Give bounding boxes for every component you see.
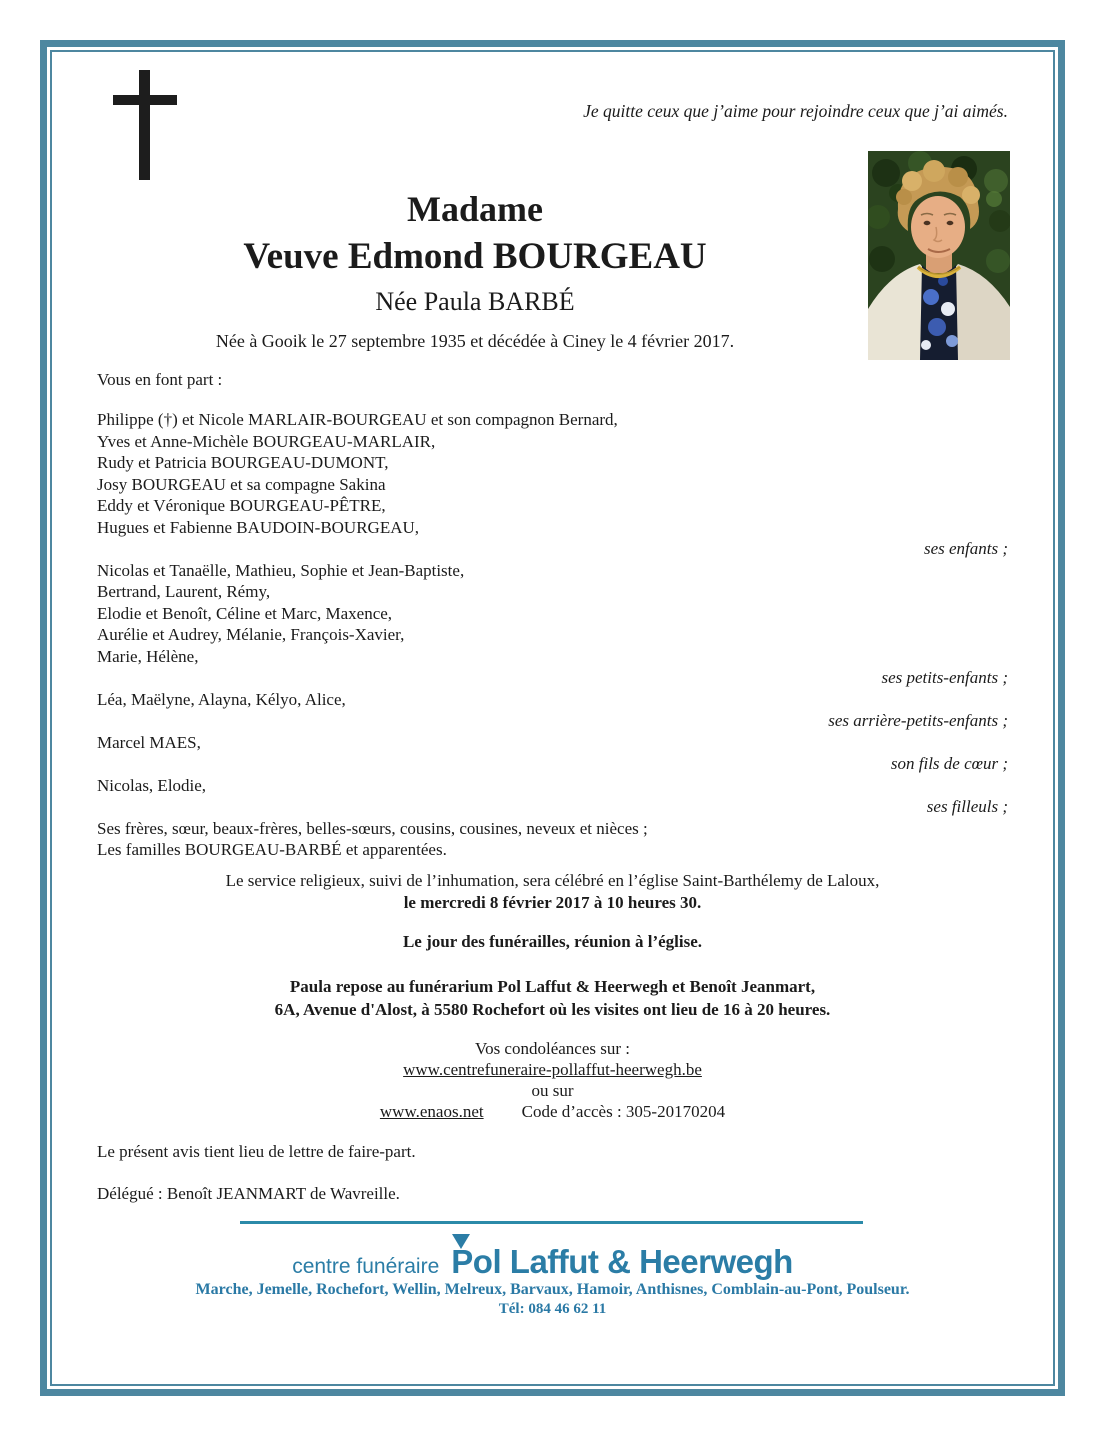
service-datetime-line: le mercredi 8 février 2017 à 10 heures 30. [403,893,702,912]
footer-phone: Tél: 084 46 62 11 [498,1301,607,1317]
relation-label: son fils de cœur ; [890,754,1008,773]
title-maiden-name: Née Paula BARBÉ [375,287,575,316]
announcement-intro: Vous en font part : [97,370,223,389]
relation-label: ses enfants ; [923,539,1008,558]
repose-block [40,975,1065,1021]
faire-part-notice: Le présent avis tient lieu de lettre de faire-part. [97,1142,416,1161]
cross-icon [113,70,177,180]
family-flow [97,409,1008,861]
birth-death-line: Née à Gooik le 27 septembre 1935 et décédée à Ciney le 4 février 2017. [215,331,735,351]
relation-label: ses filleuls ; [926,797,1008,816]
repose-line1: Paula repose au funérarium Pol Laffut & Heerwegh et Benoît Jeanmart, [289,977,816,996]
title-name: Veuve Edmond BOURGEAU [243,236,707,277]
delegate-line: Délégué : Benoît JEANMART de Wavreille. [97,1184,400,1203]
family-line: Nicolas, Elodie, [97,775,207,795]
cross-vertical-bar [139,70,150,180]
logo-prefix: centre funéraire [292,1255,440,1278]
title-madame: Madame [407,189,543,229]
service-block [40,870,1065,914]
family-line: Les familles BOURGEAU-BARBÉ et apparentées. [97,840,447,859]
family-line: Marie, Hélène, [97,646,199,666]
family-line: Yves et Anne-Michèle BOURGEAU-MARLAIR, [97,431,436,451]
family-line: Ses frères, sœur, beaux-frères, belles-sœurs, cousins, cousines, neveux et nièces ; [97,818,648,838]
family-line: Hugues et Fabienne BAUDOIN-BOURGEAU, [97,517,420,537]
family-line: Josy BOURGEAU et sa compagne Sakina [97,474,386,494]
family-line: Léa, Maëlyne, Alayna, Kélyo, Alice, [97,689,346,709]
condolences-site2-link[interactable]: www.enaos.net [379,1102,484,1121]
service-religious-line: Le service religieux, suivi de l’inhumation, sera célébré en l’église Saint-Barthélemy de Laloux, [225,871,880,890]
title-block [40,186,910,322]
family-line: Nicolas et Tanaëlle, Mathieu, Sophie et Jean-Baptiste, [97,560,465,580]
epitaph-quote: Je quitte ceux que j’aime pour rejoindre ceux que j’ai aimés. [583,101,1008,121]
family-line: Eddy et Véronique BOURGEAU-PÊTRE, [97,496,386,515]
footer-locations: Marche, Jemelle, Rochefort, Wellin, Melreux, Barvaux, Hamoir, Anthisnes, Comblain-au-Pont, Poulseur. [195,1281,910,1298]
funeral-home-logo [0,1243,1085,1281]
condolences-site1-link[interactable]: www.centrefuneraire-pollaffut-heerwegh.be [403,1060,702,1079]
family-line: Rudy et Patricia BOURGEAU-DUMONT, [97,453,389,472]
family-line: Marcel MAES, [97,732,201,752]
family-line: Bertrand, Laurent, Rémy, [97,582,271,601]
relation-label: ses arrière-petits-enfants ; [828,711,1008,730]
access-code: Code d’accès : 305-20170204 [521,1102,726,1121]
family-line: Aurélie et Audrey, Mélanie, François-Xavier, [97,625,405,644]
cross-horizontal-bar [113,95,177,105]
family-line: Philippe (†) et Nicole MARLAIR-BOURGEAU et son compagnon Bernard, [97,410,618,429]
condolences-or-label: ou sur [531,1081,574,1100]
logo-name: Pol Laffut & Heerwegh [451,1243,793,1280]
funeral-meeting-line: Le jour des funérailles, réunion à l’église. [402,932,703,951]
footer-divider [240,1221,863,1224]
condolences-block [40,1038,1065,1122]
condolences-intro: Vos condoléances sur : [474,1039,631,1058]
repose-line2: 6A, Avenue d'Alost, à 5580 Rochefort où les visites ont lieu de 16 à 20 heures. [274,1000,831,1019]
family-line: Elodie et Benoît, Céline et Marc, Maxence, [97,603,393,623]
relation-label: ses petits-enfants ; [881,668,1008,687]
